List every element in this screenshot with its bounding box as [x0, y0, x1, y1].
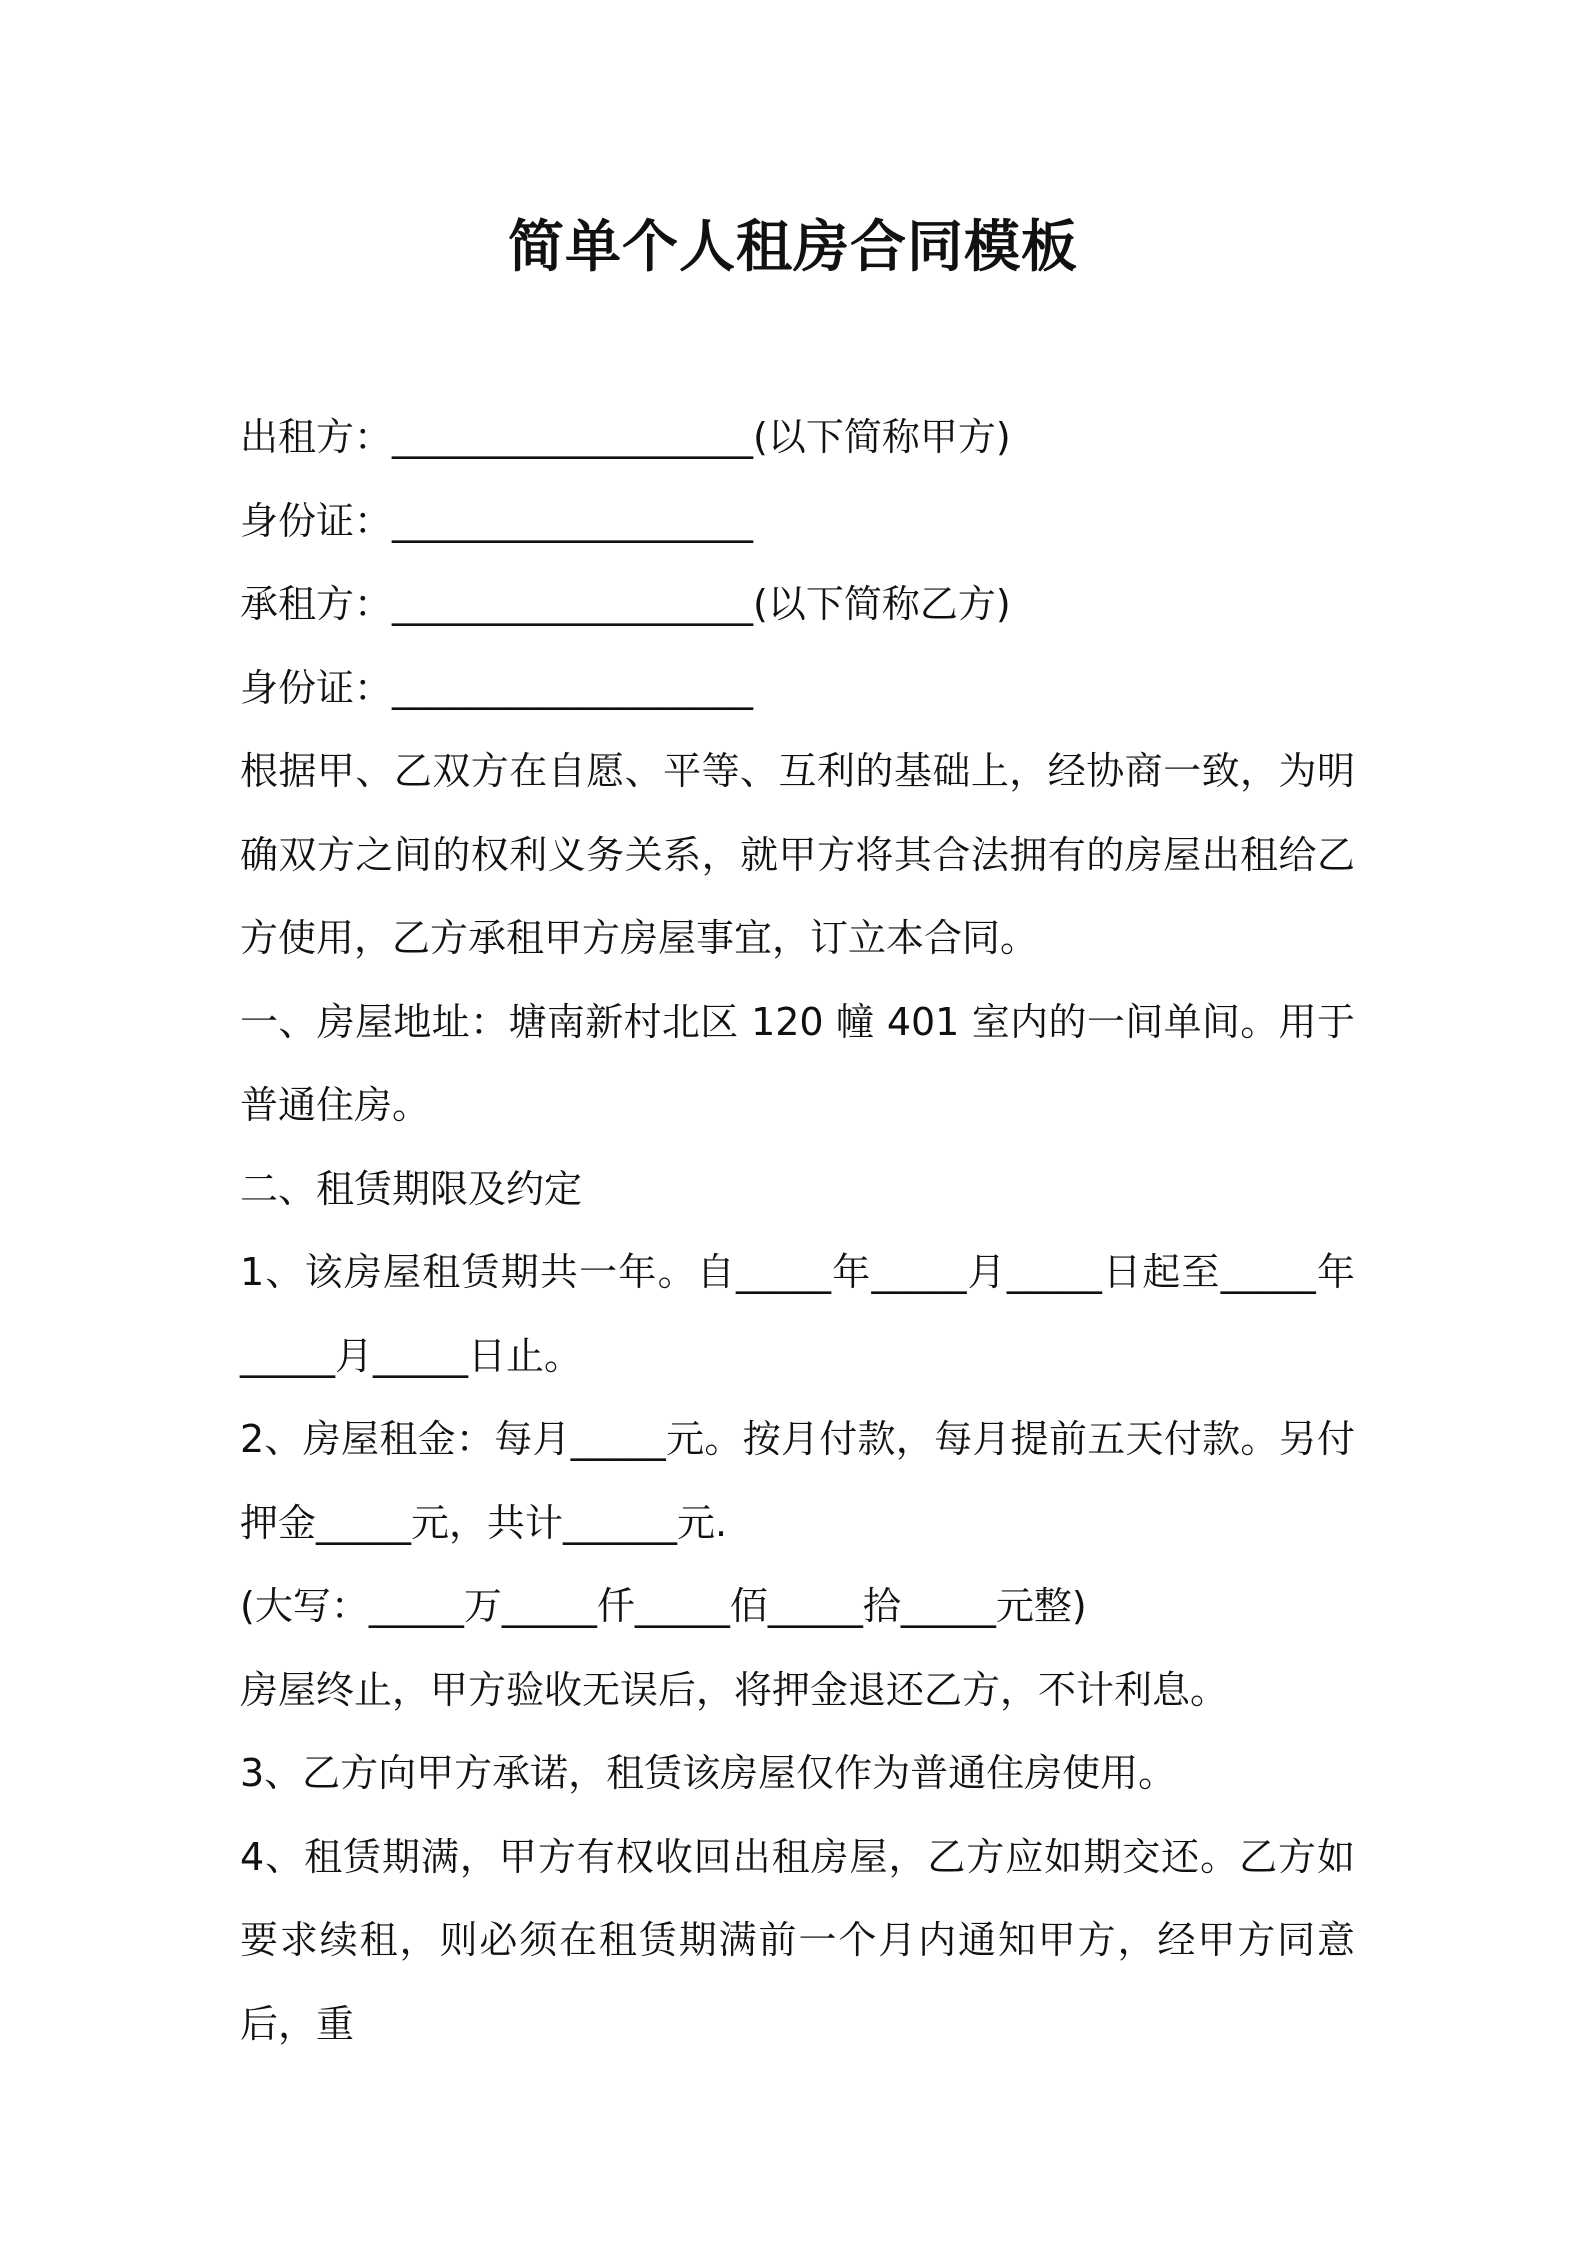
clause-2-heading: 二、租赁期限及约定: [240, 1166, 583, 1211]
lessee-line: 承租方：___________________(以下简称乙方): [240, 582, 1011, 626]
lessee-id-line: 身份证：___________________: [240, 665, 754, 710]
item-4-renewal: 4、租赁期满，甲方有权收回出租房屋，乙方应如期交还。乙方如要求续租，则必须在租赁期满前一个月内通知甲方，经甲方同意后，重: [240, 1834, 1355, 2046]
lessor-line: 出租方：___________________(以下简称甲方): [240, 415, 1011, 459]
item-2-deposit-refund: 房屋终止，甲方验收无误后，将押金退还乙方，不计利息。: [240, 1667, 1229, 1712]
lessor-id-line: 身份证：___________________: [240, 498, 754, 543]
document-body: [240, 396, 1355, 2066]
item-2-capital-amount: (大写：_____万_____仟_____佰_____拾_____元整): [240, 1584, 1087, 1628]
item-2-rent: 2、房屋租金：每月_____元。按月付款，每月提前五天付款。另付押金_____元，共计______元.: [240, 1417, 1355, 1545]
clause-1-address: 一、房屋地址：塘南新村北区 120 幢 401 室内的一间单间。用于普通住房。: [240, 999, 1355, 1127]
item-3-usage: 3、乙方向甲方承诺，租赁该房屋仅作为普通住房使用。: [240, 1751, 1177, 1795]
document-title: 简单个人租房合同模板: [508, 215, 1078, 280]
preamble-paragraph: 根据甲、乙双方在自愿、平等、互利的基础上，经协商一致，为明确双方之间的权利义务关系，就甲方将其合法拥有的房屋出租给乙方使用，乙方承租甲方房屋事宜，订立本合同。: [240, 749, 1355, 960]
item-1-term: 1、该房屋租赁期共一年。自_____年_____月_____日起至_____年_____月_____日止。: [240, 1250, 1355, 1378]
